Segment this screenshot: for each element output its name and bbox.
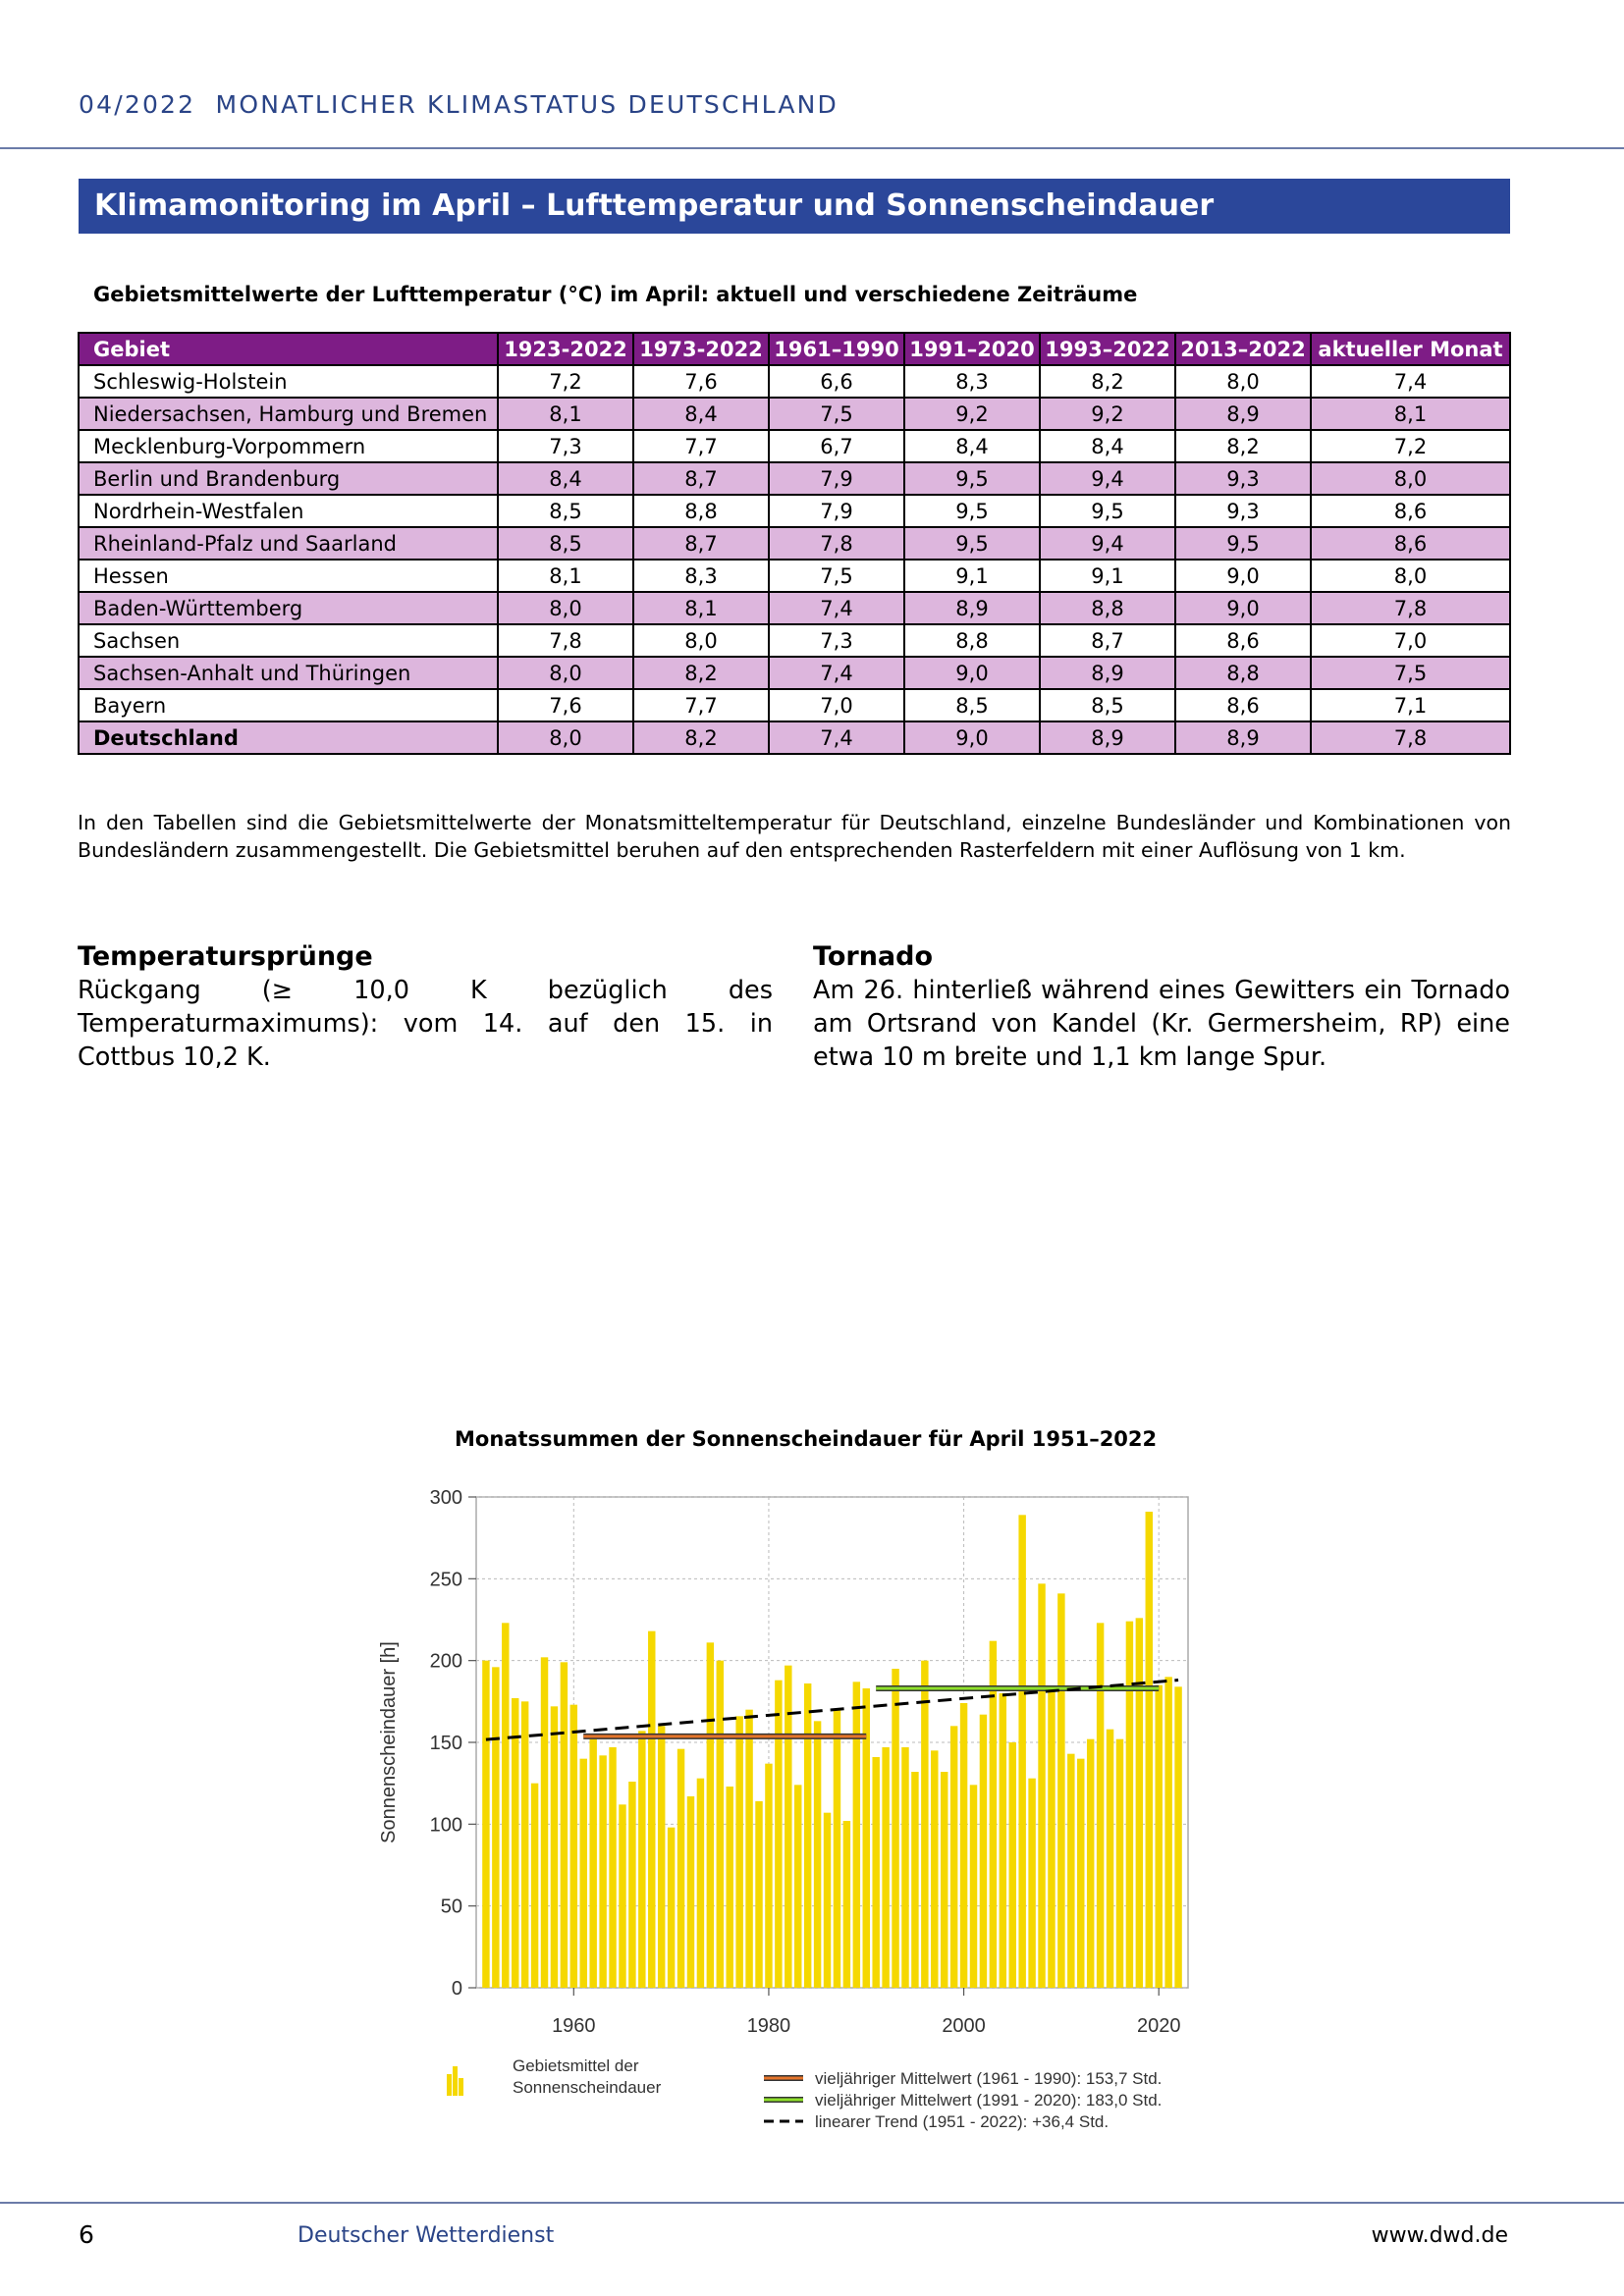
bar [628, 1782, 635, 1988]
y-tick-label: 0 [451, 1978, 462, 2000]
value-cell: 8,0 [1175, 365, 1311, 398]
bar [492, 1667, 499, 1988]
value-cell: 8,8 [904, 624, 1040, 657]
legend-label: linearer Trend (1951 - 2022): +36,4 Std. [815, 2112, 1110, 2131]
y-tick-label: 50 [440, 1896, 462, 1918]
chart-title: Monatssummen der Sonnenscheindauer für April 1951–2022 [455, 1427, 1158, 1451]
value-cell: 8,3 [904, 365, 1040, 398]
bar [541, 1657, 548, 1988]
legend-bar-swatch [459, 2078, 463, 2096]
column-header: 2013–2022 [1175, 333, 1311, 365]
bar [561, 1662, 568, 1988]
bar [834, 1710, 840, 1988]
region-cell: Deutschland [79, 721, 498, 754]
value-cell: 7,4 [769, 592, 904, 624]
column-header: 1923-2022 [498, 333, 633, 365]
value-cell: 8,2 [633, 721, 769, 754]
value-cell: 8,0 [498, 657, 633, 689]
region-cell: Sachsen [79, 624, 498, 657]
bar [1136, 1618, 1143, 1988]
x-tick-label: 1960 [552, 2015, 596, 2037]
table-row [79, 560, 1510, 592]
bar [892, 1669, 898, 1988]
bar [863, 1688, 870, 1988]
value-cell: 8,0 [1311, 560, 1510, 592]
table-row [79, 721, 1510, 754]
region-cell: Bayern [79, 689, 498, 721]
value-cell: 9,4 [1040, 527, 1175, 560]
region-cell: Schleswig-Holstein [79, 365, 498, 398]
region-cell: Baden-Württemberg [79, 592, 498, 624]
value-cell: 9,0 [904, 657, 1040, 689]
value-cell: 8,6 [1311, 495, 1510, 527]
legend-label: Sonnenscheindauer [513, 2078, 662, 2097]
bar [726, 1787, 732, 1988]
value-cell: 9,2 [1040, 398, 1175, 430]
bar [697, 1779, 704, 1988]
section-banner: Klimamonitoring im April – Lufttemperatur und Sonnenscheindauer [79, 179, 1510, 234]
value-cell: 7,7 [633, 689, 769, 721]
value-cell: 9,5 [904, 527, 1040, 560]
table-note: In den Tabellen sind die Gebietsmittelwerte der Monatsmitteltemperatur für Deutschland, einzelne Bundesländer und Kombinationen von Bundesländern zusammengestellt. Die Gebietsmittel beruhen auf den entsprechenden Rasterfeldern mit einer Auflösung von 1 km. [78, 811, 1511, 862]
value-cell: 7,0 [1311, 624, 1510, 657]
value-cell: 8,1 [498, 560, 633, 592]
value-cell: 7,5 [769, 560, 904, 592]
value-cell: 8,9 [1040, 657, 1175, 689]
value-cell: 8,9 [904, 592, 1040, 624]
y-axis-label: Sonnenscheindauer [h] [378, 1641, 400, 1843]
value-cell: 8,4 [1040, 430, 1175, 462]
bar [658, 1726, 665, 1988]
bar [648, 1631, 655, 1988]
value-cell: 8,7 [633, 462, 769, 495]
column-header: 1973-2022 [633, 333, 769, 365]
column-header: 1991–2020 [904, 333, 1040, 365]
bar [814, 1721, 821, 1988]
legend-label: vieljähriger Mittelwert (1961 - 1990): 153,7 Std. [815, 2069, 1163, 2088]
header-divider [0, 147, 1624, 149]
bar [950, 1726, 957, 1988]
value-cell: 6,6 [769, 365, 904, 398]
value-cell: 8,4 [633, 398, 769, 430]
value-cell: 7,4 [769, 721, 904, 754]
bar [1048, 1686, 1055, 1988]
bar [1097, 1623, 1104, 1988]
bar [765, 1764, 772, 1988]
column-header: 1961–1990 [769, 333, 904, 365]
bar [1028, 1779, 1035, 1988]
bar [775, 1681, 782, 1988]
value-cell: 9,3 [1175, 462, 1311, 495]
value-cell: 8,6 [1311, 527, 1510, 560]
bar [970, 1785, 977, 1988]
bar [677, 1749, 684, 1988]
value-cell: 8,1 [633, 592, 769, 624]
table-row [79, 527, 1510, 560]
bar [1000, 1693, 1006, 1988]
bar [1067, 1754, 1074, 1988]
bar [941, 1772, 947, 1988]
table-row [79, 689, 1510, 721]
value-cell: 9,1 [1040, 560, 1175, 592]
x-tick-label: 1980 [746, 2015, 791, 2037]
bar [589, 1739, 596, 1988]
table-row [79, 398, 1510, 430]
region-cell: Rheinland-Pfalz und Saarland [79, 527, 498, 560]
legend-bar-swatch [453, 2066, 458, 2096]
bar [1116, 1739, 1123, 1988]
bar [512, 1698, 518, 1988]
region-cell: Mecklenburg-Vorpommern [79, 430, 498, 462]
legend-label: Gebietsmittel der [513, 2056, 639, 2075]
value-cell: 8,7 [633, 527, 769, 560]
y-tick-label: 200 [429, 1650, 462, 1673]
value-cell: 8,4 [904, 430, 1040, 462]
bar [1077, 1759, 1084, 1988]
value-cell: 8,2 [1175, 430, 1311, 462]
value-cell: 8,5 [904, 689, 1040, 721]
region-cell: Sachsen-Anhalt und Thüringen [79, 657, 498, 689]
y-tick-label: 100 [429, 1814, 462, 1837]
bar [745, 1710, 752, 1988]
bar [717, 1661, 724, 1988]
tornado-heading: Tornado [813, 941, 934, 972]
table-row [79, 495, 1510, 527]
y-tick-label: 150 [429, 1733, 462, 1754]
value-cell: 8,6 [1175, 689, 1311, 721]
table-row [79, 462, 1510, 495]
value-cell: 8,9 [1175, 721, 1311, 754]
bar [960, 1703, 967, 1988]
x-tick-label: 2000 [942, 2015, 986, 2037]
bar [921, 1661, 928, 1988]
bar [1174, 1686, 1181, 1988]
value-cell: 7,6 [498, 689, 633, 721]
bar [755, 1801, 762, 1988]
temperature-jumps-box [78, 940, 773, 1074]
value-cell: 7,3 [769, 624, 904, 657]
table-row [79, 430, 1510, 462]
value-cell: 7,9 [769, 495, 904, 527]
temperature-jumps-heading: Temperatursprünge [78, 941, 373, 972]
value-cell: 7,8 [769, 527, 904, 560]
bar [1146, 1512, 1153, 1988]
value-cell: 9,2 [904, 398, 1040, 430]
publisher-name: Deutscher Wetterdienst [298, 2223, 555, 2248]
bar [1164, 1677, 1171, 1988]
value-cell: 9,0 [1175, 560, 1311, 592]
bar [668, 1828, 675, 1988]
bar [1155, 1685, 1162, 1988]
legend-label: vieljähriger Mittelwert (1991 - 2020): 183,0 Std. [815, 2091, 1163, 2109]
bar [1009, 1742, 1016, 1988]
value-cell: 8,0 [498, 721, 633, 754]
legend-bar-swatch [447, 2074, 452, 2096]
temperature-table [78, 332, 1511, 755]
value-cell: 6,7 [769, 430, 904, 462]
bar [882, 1747, 889, 1988]
value-cell: 8,2 [633, 657, 769, 689]
value-cell: 8,3 [633, 560, 769, 592]
column-header: Gebiet [79, 333, 498, 365]
bar [1107, 1730, 1113, 1988]
value-cell: 8,5 [498, 495, 633, 527]
value-cell: 8,0 [633, 624, 769, 657]
value-cell: 7,3 [498, 430, 633, 462]
value-cell: 9,5 [904, 462, 1040, 495]
table-row [79, 657, 1510, 689]
website-link[interactable]: www.dwd.de [1371, 2223, 1508, 2248]
x-tick-label: 2020 [1136, 2015, 1181, 2037]
bar [580, 1759, 587, 1988]
bar [990, 1641, 997, 1988]
y-tick-label: 300 [429, 1487, 462, 1509]
region-cell: Nordrhein-Westfalen [79, 495, 498, 527]
table-caption: Gebietsmittelwerte der Lufttemperatur (°C) im April: aktuell und verschiedene Zeiträume [93, 283, 1138, 306]
value-cell: 7,4 [1311, 365, 1510, 398]
footer-divider [0, 2202, 1624, 2204]
value-cell: 7,7 [633, 430, 769, 462]
tornado-text: Am 26. hinterließ während eines Gewitters ein Tornado am Ortsrand von Kandel (Kr. Germersheim, RP) eine etwa 10 m breite und 1,1 km lange Spur. [813, 976, 1510, 1072]
bar [872, 1757, 879, 1988]
value-cell: 7,1 [1311, 689, 1510, 721]
value-cell: 9,4 [1040, 462, 1175, 495]
bar [482, 1661, 489, 1988]
sunshine-chart [363, 1472, 1247, 2150]
value-cell: 7,2 [1311, 430, 1510, 462]
bar [735, 1716, 742, 1988]
bar [1018, 1515, 1025, 1988]
value-cell: 8,9 [1175, 398, 1311, 430]
value-cell: 7,0 [769, 689, 904, 721]
table-row [79, 624, 1510, 657]
value-cell: 7,2 [498, 365, 633, 398]
bar [638, 1731, 645, 1988]
region-cell: Niedersachsen, Hamburg und Bremen [79, 398, 498, 430]
value-cell: 9,3 [1175, 495, 1311, 527]
bar [804, 1683, 811, 1988]
table-row [79, 592, 1510, 624]
value-cell: 7,6 [633, 365, 769, 398]
value-cell: 8,5 [498, 527, 633, 560]
value-cell: 8,6 [1175, 624, 1311, 657]
value-cell: 8,4 [498, 462, 633, 495]
value-cell: 9,5 [904, 495, 1040, 527]
value-cell: 7,8 [1311, 721, 1510, 754]
temperature-jumps-text: Rückgang (≥ 10,0 K bezüglich des Temperaturmaximums): vom 14. auf den 15. in Cottbus 10,2 K. [78, 976, 773, 1072]
value-cell: 9,5 [1040, 495, 1175, 527]
bar [1038, 1583, 1045, 1988]
value-cell: 7,8 [1311, 592, 1510, 624]
value-cell: 8,8 [1175, 657, 1311, 689]
value-cell: 7,5 [1311, 657, 1510, 689]
bar [599, 1755, 606, 1988]
bar [853, 1682, 860, 1988]
bar [521, 1701, 528, 1988]
bar [901, 1747, 908, 1988]
value-cell: 7,4 [769, 657, 904, 689]
bar [911, 1772, 918, 1988]
bar [931, 1750, 938, 1988]
running-header: 04/2022 MONATLICHER KLIMASTATUS DEUTSCHLAND [79, 90, 839, 119]
bar [609, 1747, 616, 1988]
bar [824, 1813, 831, 1988]
bar [619, 1804, 625, 1988]
bar [531, 1784, 538, 1988]
value-cell: 9,0 [1175, 592, 1311, 624]
bar [707, 1642, 714, 1988]
value-cell: 9,0 [904, 721, 1040, 754]
bar [502, 1623, 509, 1988]
region-cell: Hessen [79, 560, 498, 592]
value-cell: 8,2 [1040, 365, 1175, 398]
value-cell: 8,5 [1040, 689, 1175, 721]
bar [551, 1706, 558, 1988]
value-cell: 7,5 [769, 398, 904, 430]
column-header: aktueller Monat [1311, 333, 1510, 365]
value-cell: 8,9 [1040, 721, 1175, 754]
value-cell: 8,8 [1040, 592, 1175, 624]
value-cell: 9,1 [904, 560, 1040, 592]
table-row [79, 365, 1510, 398]
value-cell: 8,1 [498, 398, 633, 430]
value-cell: 7,9 [769, 462, 904, 495]
value-cell: 7,8 [498, 624, 633, 657]
value-cell: 8,0 [1311, 462, 1510, 495]
bar [980, 1715, 987, 1988]
y-tick-label: 250 [429, 1569, 462, 1591]
bar [1057, 1593, 1064, 1988]
page-number: 6 [79, 2220, 94, 2249]
value-cell: 8,1 [1311, 398, 1510, 430]
bar [1126, 1622, 1133, 1988]
region-cell: Berlin und Brandenburg [79, 462, 498, 495]
bar [687, 1796, 694, 1988]
value-cell: 9,5 [1175, 527, 1311, 560]
bar [843, 1821, 850, 1988]
value-cell: 8,8 [633, 495, 769, 527]
table-header-row [79, 333, 1510, 365]
bar [794, 1785, 801, 1988]
value-cell: 8,7 [1040, 624, 1175, 657]
value-cell: 8,0 [498, 592, 633, 624]
column-header: 1993–2022 [1040, 333, 1175, 365]
bar [1087, 1739, 1094, 1988]
tornado-box [813, 940, 1510, 1074]
bar [570, 1705, 577, 1988]
